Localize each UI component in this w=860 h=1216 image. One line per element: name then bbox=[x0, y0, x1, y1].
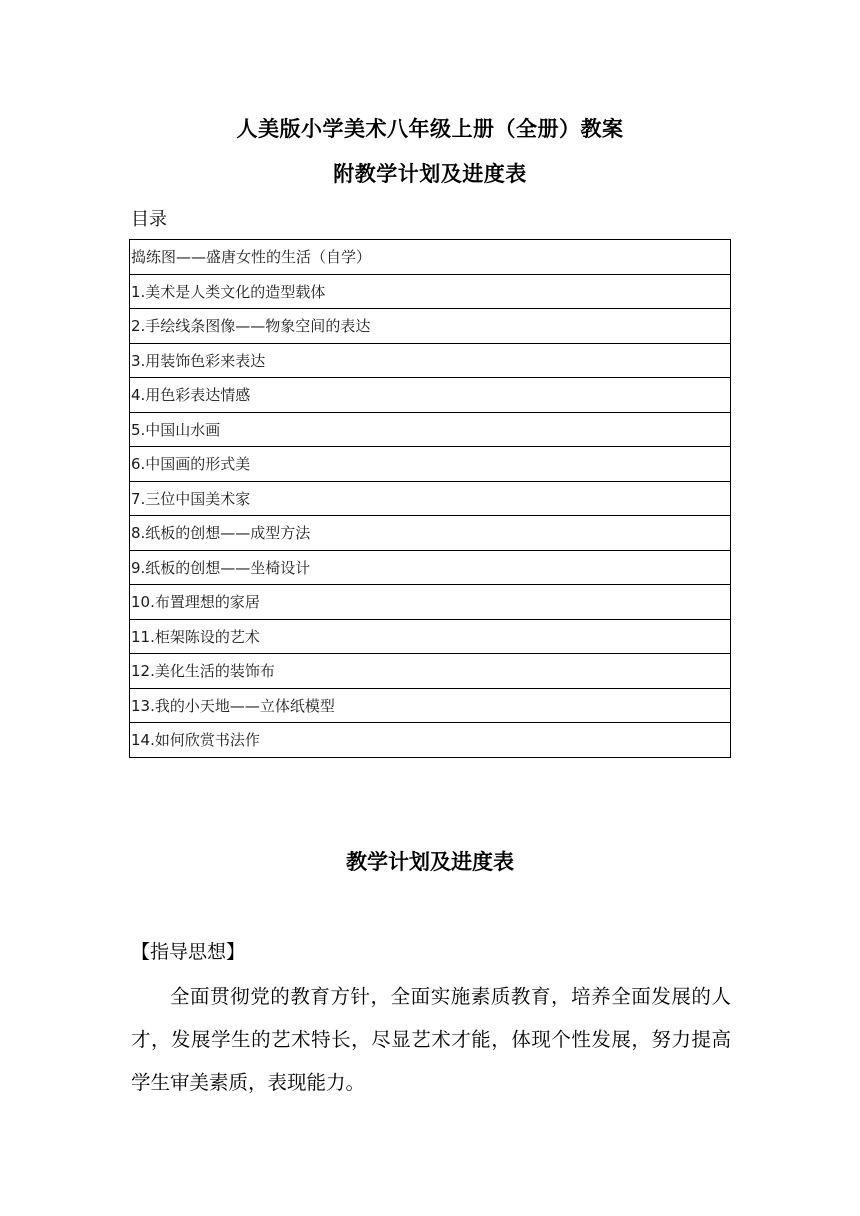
document-subtitle: 附教学计划及进度表 bbox=[333, 162, 527, 186]
table-row bbox=[130, 550, 731, 585]
document-title: 人美版小学美术八年级上册（全册）教案 bbox=[236, 117, 624, 141]
plan-title: 教学计划及进度表 bbox=[346, 850, 514, 874]
table-row bbox=[130, 309, 731, 344]
toc-item: 2.手绘线条图像——物象空间的表达 bbox=[130, 309, 731, 344]
toc-item: 12.美化生活的装饰布 bbox=[130, 654, 731, 689]
table-row bbox=[130, 619, 731, 654]
table-row bbox=[130, 274, 731, 309]
table-row bbox=[130, 723, 731, 758]
toc-item: 11.柜架陈设的艺术 bbox=[130, 619, 731, 654]
toc-item: 1.美术是人类文化的造型载体 bbox=[130, 274, 731, 309]
toc-table bbox=[129, 239, 731, 758]
toc-item: 捣练图——盛唐女性的生活（自学） bbox=[130, 240, 731, 275]
toc-heading: 目录 bbox=[131, 209, 167, 230]
toc-item: 8.纸板的创想——成型方法 bbox=[130, 516, 731, 551]
guide-heading: 【指导思想】 bbox=[131, 941, 246, 963]
toc-item: 6.中国画的形式美 bbox=[130, 447, 731, 482]
table-row bbox=[130, 654, 731, 689]
toc-item: 9.纸板的创想——坐椅设计 bbox=[130, 550, 731, 585]
guide-paragraph: 全面贯彻党的教育方针，全面实施素质教育，培养全面发展的人才，发展学生的艺术特长，尽显艺术才能，体现个性发展，努力提高学生审美素质，表现能力。 bbox=[131, 985, 731, 1094]
table-row bbox=[130, 240, 731, 275]
toc-item: 14.如何欣赏书法作 bbox=[130, 723, 731, 758]
table-row bbox=[130, 412, 731, 447]
table-row bbox=[130, 688, 731, 723]
table-row bbox=[130, 447, 731, 482]
table-row bbox=[130, 378, 731, 413]
toc-item: 10.布置理想的家居 bbox=[130, 585, 731, 620]
toc-item: 3.用装饰色彩来表达 bbox=[130, 343, 731, 378]
toc-item: 13.我的小天地——立体纸模型 bbox=[130, 688, 731, 723]
toc-item: 5.中国山水画 bbox=[130, 412, 731, 447]
table-row bbox=[130, 585, 731, 620]
toc-item: 7.三位中国美术家 bbox=[130, 481, 731, 516]
table-row bbox=[130, 343, 731, 378]
table-row bbox=[130, 481, 731, 516]
table-row bbox=[130, 516, 731, 551]
toc-item: 4.用色彩表达情感 bbox=[130, 378, 731, 413]
